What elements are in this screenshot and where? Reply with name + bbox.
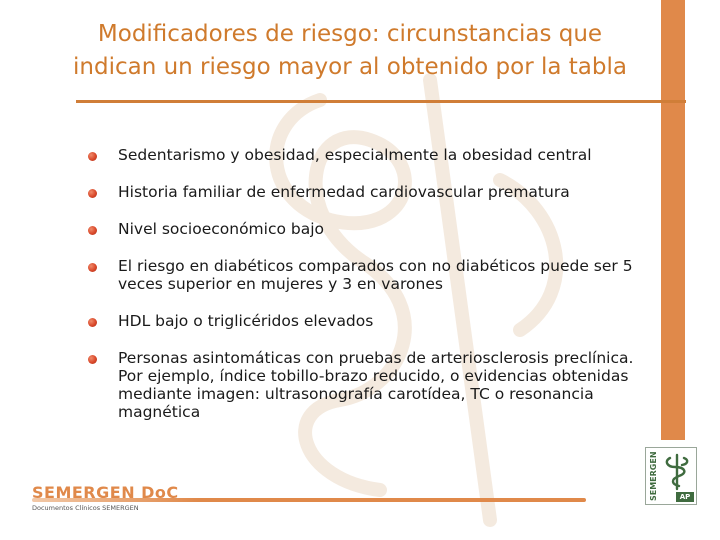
bullet-text: Nivel socioeconómico bajo xyxy=(118,220,325,238)
slide-title-line: indican un riesgo mayor al obtenido por la tabla xyxy=(73,54,627,80)
slide-title xyxy=(40,18,660,84)
slide-title-line: Modificadores de riesgo: circunstancias que xyxy=(97,21,603,47)
bullet-text: Personas asintomáticas con pruebas de arteriosclerosis preclínica. xyxy=(118,349,634,367)
bullet-text: El riesgo en diabéticos comparados con no diabéticos puede ser 5 xyxy=(118,257,633,275)
badge-vertical-text: SEMERGEN xyxy=(649,451,658,501)
bullet-text: Sedentarismo y obesidad, especialmente la obesidad central xyxy=(118,146,592,164)
bullet-dot-icon xyxy=(88,189,97,198)
bullet-text: Historia familiar de enfermedad cardiovascular prematura xyxy=(118,183,570,201)
bullet-text: HDL bajo o triglicéridos elevados xyxy=(118,312,374,330)
bullet-item xyxy=(88,257,648,293)
bullet-item xyxy=(88,312,648,330)
right-accent-bar xyxy=(661,0,685,440)
bullet-text: mediante imagen: ultrasonografía carotídea, TC o resonancia xyxy=(118,385,594,403)
bullet-dot-icon xyxy=(88,226,97,235)
bullet-dot-icon xyxy=(88,152,97,161)
bullet-text: Por ejemplo, índice tobillo-brazo reducido, o evidencias obtenidas xyxy=(118,367,629,385)
bullet-dot-icon xyxy=(88,318,97,327)
bullet-item xyxy=(88,349,648,421)
bullet-text: magnética xyxy=(118,403,201,421)
footer-brand: SEMERGEN DoC xyxy=(32,483,179,502)
badge-tag: AP xyxy=(676,492,694,502)
title-underline xyxy=(76,100,686,103)
caduceus-icon xyxy=(662,452,692,492)
bullet-list xyxy=(88,146,648,440)
bullet-text: veces superior en mujeres y 3 en varones xyxy=(118,275,443,293)
bullet-item xyxy=(88,146,648,164)
footer-logo xyxy=(32,484,179,513)
bullet-item xyxy=(88,183,648,201)
bullet-dot-icon xyxy=(88,263,97,272)
semergen-badge xyxy=(645,447,697,505)
bullet-item xyxy=(88,220,648,238)
footer-subtitle: Documentos Clínicos SEMERGEN xyxy=(32,504,139,512)
bullet-dot-icon xyxy=(88,355,97,364)
